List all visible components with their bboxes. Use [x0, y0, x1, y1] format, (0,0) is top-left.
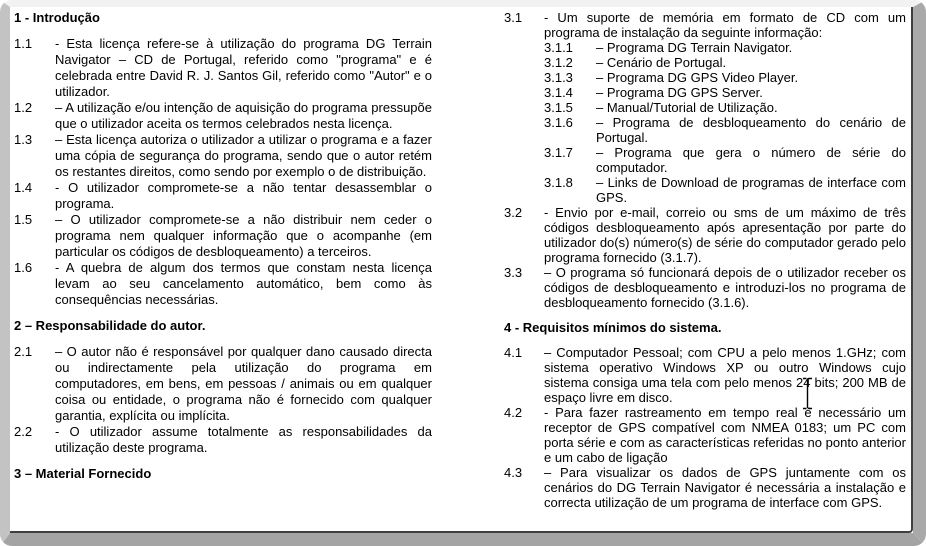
sub-clause-number: 3.1.8	[544, 175, 573, 190]
clause-body	[55, 260, 432, 308]
sub-clause-text: – Programa que gera o número de série do computador.	[596, 145, 906, 175]
clause-item	[14, 180, 432, 212]
sub-clause-number: 3.1.1	[544, 40, 573, 55]
clause-body	[544, 10, 906, 205]
clause-item	[504, 465, 906, 510]
clause-body	[55, 36, 432, 100]
clause-body	[544, 265, 906, 310]
sub-clause-text: – Cenário de Portugal.	[596, 55, 727, 70]
clause-number: 1.2	[14, 100, 33, 115]
section-heading: 2 – Responsabilidade do autor.	[14, 318, 206, 333]
clause-number: 2.2	[14, 424, 33, 439]
clause-text: – Computador Pessoal; com CPU a pelo menos 1.GHz; com sistema operativo Windows XP ou outro Windows cujo sistema consiga uma tela com pelo menos 24 bits; 200 MB de espaço livre em disco.	[544, 345, 906, 405]
clause-item	[14, 132, 432, 180]
clause-number: 1.3	[14, 132, 33, 147]
sub-clause-text: – Programa DG Terrain Navigator.	[596, 40, 793, 55]
clause-item	[14, 212, 432, 260]
clause-number: 3.1	[504, 10, 523, 25]
clause-number: 4.1	[504, 345, 523, 360]
clause-item	[14, 260, 432, 308]
paper-sheet	[10, 7, 913, 533]
clause-text: – O programa só funcionará depois de o utilizador receber os códigos de desbloqueamento e introduzi-los no programa de desbloqueamento fornecido (3.1.6).	[544, 265, 906, 310]
clause-item	[14, 100, 432, 132]
clause-number: 2.1	[14, 344, 33, 359]
sub-clause-number: 3.1.4	[544, 85, 573, 100]
sub-clause-item	[544, 175, 906, 205]
clause-item	[504, 265, 906, 310]
clause-body	[544, 345, 906, 405]
sub-clause-number: 3.1.6	[544, 115, 573, 130]
clause-number: 3.3	[504, 265, 523, 280]
clause-text: - Esta licença refere-se à utilização do programa DG Terrain Navigator – CD de Portugal, referido como "programa" e é celebrada entre David R. J. Santos Gil, referido como "Autor" e o utilizador.	[55, 36, 432, 99]
clause-body	[55, 100, 432, 132]
sub-clause-text: – Manual/Tutorial de Utilização.	[596, 100, 778, 115]
sub-clause-text: – Links de Download de programas de interface com GPS.	[596, 175, 906, 205]
clause-item	[14, 36, 432, 100]
section-heading: 1 - Introdução	[14, 10, 100, 25]
clause-text: – Para visualizar os dados de GPS juntamente com os cenários do DG Terrain Navigator é necessária a instalação e correcta utilização de um programa de interface com GPS.	[544, 465, 906, 510]
clause-text: – Esta licença autoriza o utilizador a utilizar o programa e a fazer uma cópia de segurança do programa, sendo que o autor retém os restantes direitos, como sendo por exemplo o de distribuição.	[55, 132, 432, 179]
clause-number: 4.3	[504, 465, 523, 480]
clause-number: 1.5	[14, 212, 33, 227]
clause-text: – O utilizador compromete-se a não distribuir nem ceder o programa nem qualquer informação que o acompanhe (em particular os códigos de desbloqueamento) a terceiros.	[55, 212, 432, 259]
clause-body	[55, 424, 432, 456]
section-heading: 4 - Requisitos mínimos do sistema.	[504, 320, 722, 335]
column-gap	[432, 10, 504, 531]
sub-clause-item	[544, 55, 906, 70]
clause-body	[544, 405, 906, 465]
sub-clause-item	[544, 85, 906, 100]
clause-number: 1.1	[14, 36, 33, 51]
sub-clause-number: 3.1.3	[544, 70, 573, 85]
sub-clause-item	[544, 145, 906, 175]
clause-text: – A utilização e/ou intenção de aquisição do programa pressupõe que o utilizador aceita os termos celebrados nesta licença.	[55, 100, 432, 131]
sub-clause-number: 3.1.5	[544, 100, 573, 115]
clause-item	[14, 424, 432, 456]
clause-item	[504, 405, 906, 465]
clause-text: – O autor não é responsável por qualquer dano causado directa ou indirectamente pela utilização do programa em computadores, em bens, em pessoas / animais ou em qualquer coisa ou entidade, o programa não é fornecido com qualquer garantia, explícita ou implícita.	[55, 344, 432, 423]
sub-clause-text: – Programa DG GPS Video Player.	[596, 70, 799, 85]
license-column-left	[14, 10, 432, 531]
sub-clause-item	[544, 115, 906, 145]
clause-number: 1.6	[14, 260, 33, 275]
clause-body	[55, 132, 432, 180]
clause-text: - O utilizador assume totalmente as responsabilidades da utilização deste programa.	[55, 424, 432, 455]
clause-item	[504, 10, 906, 205]
clause-item	[14, 344, 432, 424]
clause-number: 4.2	[504, 405, 523, 420]
clause-item	[504, 345, 906, 405]
clause-text: - O utilizador compromete-se a não tentar desassemblar o programa.	[55, 180, 432, 211]
clause-number: 1.4	[14, 180, 33, 195]
clause-body	[55, 180, 432, 212]
clause-text: - Envio por e-mail, correio ou sms de um máximo de três códigos desbloqueamento após apresentação por parte do utilizador do(s) número(s) de série do computador gerado pelo programa fornecido (3.1.7).	[544, 205, 906, 265]
clause-body	[55, 344, 432, 424]
clause-body	[544, 465, 906, 510]
sub-clause-number: 3.1.2	[544, 55, 573, 70]
sub-clause-item	[544, 100, 906, 115]
clause-body	[544, 205, 906, 265]
license-column-right	[504, 10, 906, 531]
clause-text: - A quebra de algum dos termos que constam nesta licença levam ao seu cancelamento automático, bem como às consequências necessárias.	[55, 260, 432, 307]
sub-clause-item	[544, 40, 906, 55]
sub-clause-item	[544, 70, 906, 85]
sub-clause-number: 3.1.7	[544, 145, 573, 160]
sub-clause-text: – Programa de desbloqueamento do cenário de Portugal.	[596, 115, 906, 145]
clause-number: 3.2	[504, 205, 523, 220]
clause-body	[55, 212, 432, 260]
section-heading: 3 – Material Fornecido	[14, 466, 152, 481]
sub-clause-text: – Programa DG GPS Server.	[596, 85, 763, 100]
clause-text: - Para fazer rastreamento em tempo real é necessário um receptor de GPS compatível com NMEA 0183; um PC com porta série e com as características referidas no ponto anterior e um cabo de ligação	[544, 405, 906, 465]
clause-item	[504, 205, 906, 265]
clause-text: - Um suporte de memória em formato de CD com um programa de instalação da seguinte informação:	[544, 10, 906, 40]
